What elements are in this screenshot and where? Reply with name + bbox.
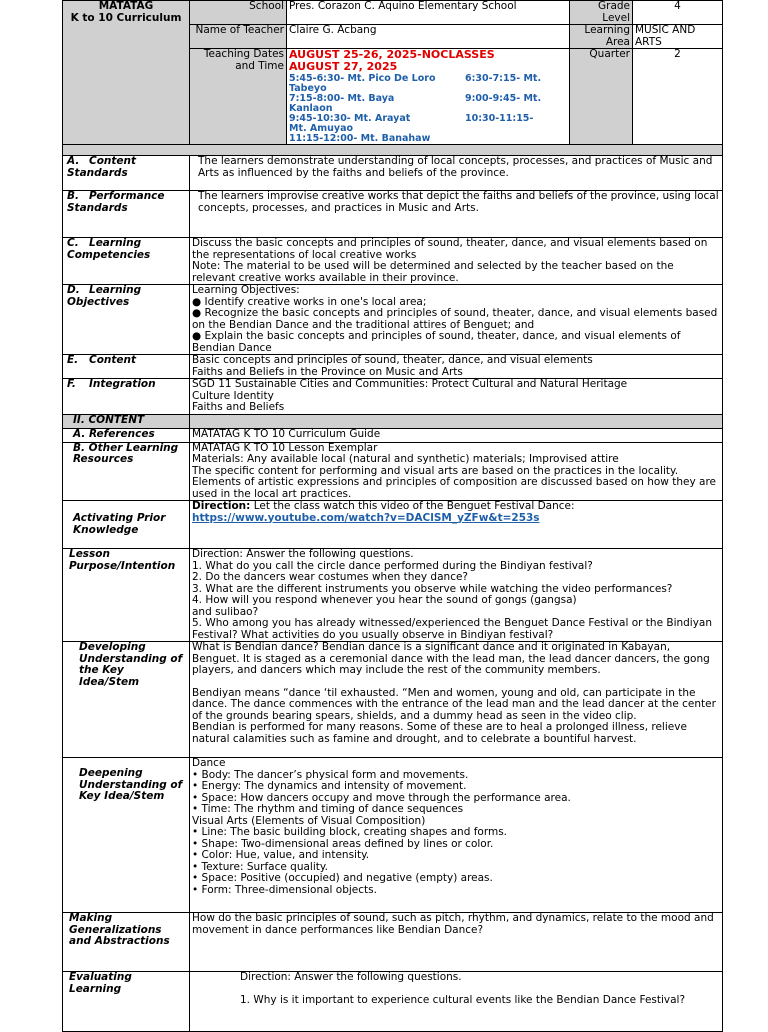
- generalization-row: [63, 913, 723, 972]
- other-resources-label: B. Other Learning Resources: [63, 442, 190, 501]
- objective-item: ● Recognize the basic concepts and principles of sound, theater, dance, and visual elements based on the Bendian Dance and the traditional attires of Benguet; and: [192, 307, 718, 331]
- purpose-text: Direction: Answer the following questions. 1. What do you call the circle dance performed during the Bindiyan festival? 2. Do the dancers wear costumes when they dance? 3. What are the different instruments you observe while watching the video performances? 4. How will you respond whenever you hear the sound of gongs (gangsa) and sulibao? 5. Who among you has already witnessed/experienced the Benguet Dance Festival or the Bindiyan Festival? What activities do you usually observe in Bindiyan festival?: [190, 549, 723, 642]
- developing-label: Developing Understanding of the Key Idea/Stem: [63, 642, 190, 758]
- activating-row: [63, 501, 723, 549]
- objectives-intro: Learning Objectives:: [192, 284, 300, 296]
- content-standards-text: The learners demonstrate understanding of local concepts, processes, and practices of Music and Arts as influenced by the faiths and beliefs of the province.: [190, 156, 723, 191]
- evaluating-text: Direction: Answer the following questions. 1. Why is it important to experience cultural events like the Bendian Dance Festival?: [190, 972, 723, 1032]
- performance-standards-label: B. Performance Standards: [63, 191, 190, 238]
- lesson-plan-table: [62, 0, 723, 1032]
- grade-value: 4: [633, 1, 723, 25]
- deepening-label: Deepening Understanding of Key Idea/Stem: [63, 758, 190, 913]
- dates-line2: AUGUST 27, 2025: [289, 59, 398, 73]
- activating-text: Direction: Let the class watch this video of the Benguet Festival Dance: https://www.youtube.com/watch?v=DAClSM_yZFw&t=253s: [190, 501, 723, 549]
- learning-area-value: MUSIC AND ARTS: [633, 25, 723, 49]
- other-resources-text: MATATAG K TO 10 Lesson Exemplar Materials: Any available local (natural and synthetic) materials; Improvised attire The specific content for performing and visual arts are based on the practices in the locality. Elements of artistic expressions and principles of composition are discussed based on how they are used in the local art practices.: [190, 442, 723, 501]
- competencies-text: [190, 238, 723, 285]
- content-standards-label: A. Content Standards: [63, 156, 190, 191]
- schedule-list: [289, 74, 567, 144]
- objectives-row: [63, 285, 723, 355]
- school-value: Pres. Corazon C. Aquino Elementary School: [287, 1, 570, 25]
- dates-line1: AUGUST 25-26, 2025-NOCLASSES: [289, 48, 495, 61]
- generalization-text: How do the basic principles of sound, such as pitch, rhythm, and dynamics, relate to the mood and movement in dance performances like Bendian Dance?: [190, 913, 723, 972]
- school-label: School: [190, 1, 287, 25]
- activating-label: Activating Prior Knowledge: [63, 501, 190, 549]
- developing-text: What is Bendian dance? Bendian dance is a significant dance and it originated in Kabayan, Benguet. It is staged as a ceremonial dance with the lead man, the lead dancer dancers, the gong players, and dancers which may include the rest of the community members. Bendiyan means “dance ‘til exhausted. “Men and women, young and old, can participate in the dance. The dance commences with the entrance of the lead man and the lead dancer at the center of the grounds bearing spears, shields, and a dummy head as seen in the video clip. Bendian is performed for many reasons. Some of these are to heal a prolonged illness, relieve natural calamities such as famine and drought, and to celebrate a bountiful harvest.: [190, 642, 723, 758]
- grade-label: Grade Level: [570, 1, 633, 25]
- content-text: Basic concepts and principles of sound, theater, dance, and visual elements Faiths and Beliefs in the Province on Music and Arts: [190, 355, 723, 379]
- section-two-label: II. CONTENT: [63, 414, 190, 428]
- schedule-row: Tabeyo: [289, 83, 327, 94]
- objective-item: ● Explain the basic concepts and principles of sound, theater, dance, and visual elements of Bendian Dance: [192, 330, 681, 354]
- integration-text: SGD 11 Sustainable Cities and Communities: Protect Cultural and Natural Heritage Culture Identity Faiths and Beliefs: [190, 379, 723, 415]
- teacher-label: Name of Teacher: [190, 25, 287, 49]
- content-label: E. Content: [63, 355, 190, 379]
- deepening-text: Dance • Body: The dancer’s physical form and movements. • Energy: The dynamics and intensity of movement. • Space: How dancers occupy and move through the performance area. • Time: The rhythm and timing of dance sequences Visual Arts (Elements of Visual Composition) • Line: The basic building block, creating shapes and forms. • Shape: Two-dimensional areas defined by lines or color. • Color: Hue, value, and intensity. • Texture: Surface quality. • Space: Positive (occupied) and negative (empty) areas. • Form: Three-dimensional objects.: [190, 758, 723, 913]
- references-text: MATATAG K TO 10 Curriculum Guide: [190, 428, 723, 442]
- generalization-label: Making Generalizations and Abstractions: [63, 913, 190, 972]
- purpose-label: Lesson Purpose/Intention: [63, 549, 190, 642]
- quarter-value: 2: [633, 49, 723, 145]
- header-row-school: [63, 1, 723, 25]
- teaching-dates-label: Teaching Dates and Time: [190, 49, 287, 145]
- quarter-label: Quarter: [570, 49, 633, 145]
- deepening-row: [63, 758, 723, 913]
- competencies-text-2: Note: The material to be used will be determined and selected by the teacher based on the relevant creative works available in their province.: [192, 260, 674, 284]
- references-row: [63, 428, 723, 442]
- developing-row: [63, 642, 723, 758]
- content-row: [63, 355, 723, 379]
- curriculum-title-line2: K to 10 Curriculum: [70, 11, 182, 24]
- performance-standards-row: [63, 191, 723, 238]
- competencies-row: [63, 238, 723, 285]
- teacher-value: Claire G. Acbang: [287, 25, 570, 49]
- competencies-label: C. Learning Competencies: [63, 238, 190, 285]
- schedule-row: Kanlaon: [289, 103, 333, 114]
- learning-area-label: Learning Area: [570, 25, 633, 49]
- schedule-row: Mt. Amuyao: [289, 123, 354, 134]
- objectives-label: D. Learning Objectives: [63, 285, 190, 355]
- spacer-cell: [63, 145, 723, 156]
- other-resources-row: [63, 442, 723, 501]
- integration-label: F. Integration: [63, 379, 190, 415]
- competencies-text-1: Discuss the basic concepts and principles of sound, theater, dance, and visual elements based on the representations of local creative works: [192, 237, 708, 261]
- lesson-plan-page: [62, 0, 722, 1032]
- content-standards-row: [63, 156, 723, 191]
- schedule-row: 9:45-10:30- Mt. Arayat 10:30-11:15-: [289, 113, 534, 124]
- purpose-row: [63, 549, 723, 642]
- performance-standards-text: The learners improvise creative works that depict the faiths and beliefs of the province, using local concepts, processes, and practices in Music and Arts.: [190, 191, 723, 238]
- teaching-dates-value: [287, 49, 570, 145]
- curriculum-title: [63, 1, 190, 145]
- objectives-text: [190, 285, 723, 355]
- evaluating-label: Evaluating Learning: [63, 972, 190, 1032]
- objective-item: ● Identify creative works in one's local area;: [192, 295, 427, 308]
- schedule-row: 11:15-12:00- Mt. Banahaw: [289, 133, 431, 144]
- section-two-row: [63, 414, 723, 428]
- spacer-row: [63, 145, 723, 156]
- section-two-cell: [190, 414, 723, 428]
- references-label: A. References: [63, 428, 190, 442]
- curriculum-title-line1: MATATAG: [98, 0, 154, 12]
- schedule-row: 7:15-8:00- Mt. Baya 9:00-9:45- Mt.: [289, 93, 542, 104]
- integration-row: [63, 379, 723, 415]
- video-link[interactable]: https://www.youtube.com/watch?v=DAClSM_yZFw&t=253s: [192, 511, 540, 524]
- schedule-row: 5:45-6:30- Mt. Pico De Loro 6:30-7:15- Mt.: [289, 73, 542, 84]
- evaluating-row: [63, 972, 723, 1032]
